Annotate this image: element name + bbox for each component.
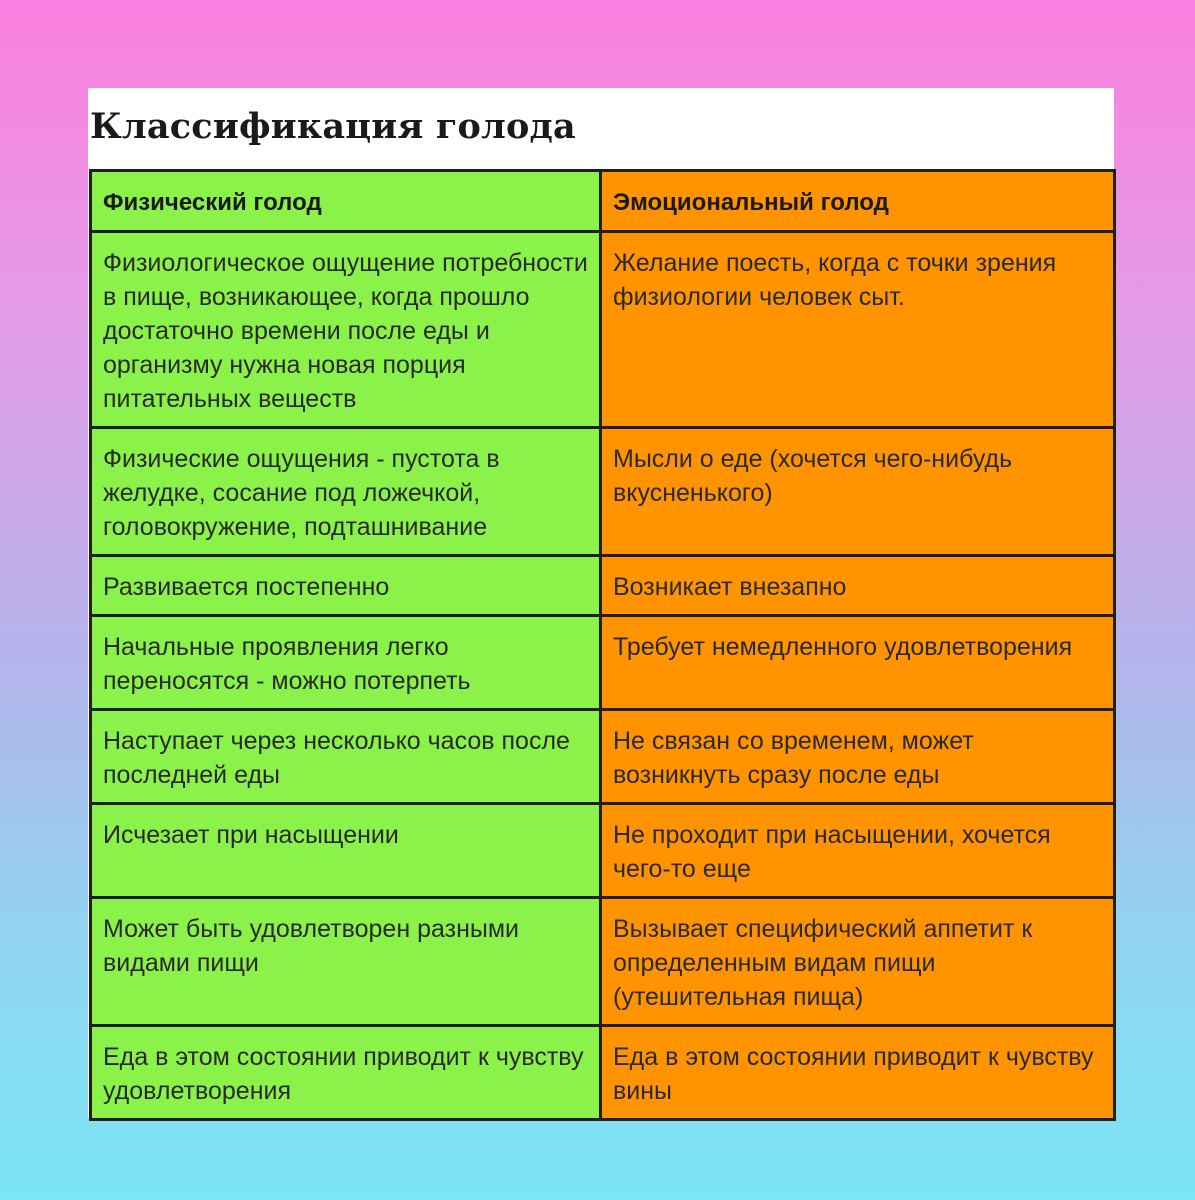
table-row [91, 616, 1115, 710]
cell-physical: Физиологическое ощущение потребности в пище, возникающее, когда прошло достаточно времени после еды и организму нужна новая порция питательных веществ [91, 232, 601, 428]
table-row [91, 232, 1115, 428]
page-title: Классификация голода [90, 106, 576, 147]
header-physical: Физический голод [91, 171, 601, 232]
cell-emotional: Не связан со временем, может возникнуть сразу после еды [601, 710, 1115, 804]
cell-physical: Наступает через несколько часов после последней еды [91, 710, 601, 804]
cell-physical: Исчезает при насыщении [91, 804, 601, 898]
table-row [91, 898, 1115, 1026]
cell-emotional: Возникает внезапно [601, 556, 1115, 616]
card [88, 88, 1114, 1118]
cell-physical: Еда в этом состоянии приводит к чувству удовлетворения [91, 1026, 601, 1120]
cell-physical: Может быть удовлетворен разными видами пищи [91, 898, 601, 1026]
table-row [91, 710, 1115, 804]
table-header-row [91, 171, 1115, 232]
table-row [91, 1026, 1115, 1120]
header-emotional: Эмоциональный голод [601, 171, 1115, 232]
cell-emotional: Еда в этом состоянии приводит к чувству вины [601, 1026, 1115, 1120]
cell-emotional: Желание поесть, когда с точки зрения физиологии человек сыт. [601, 232, 1115, 428]
cell-emotional: Не проходит при насыщении, хочется чего-то еще [601, 804, 1115, 898]
table-row [91, 804, 1115, 898]
cell-emotional: Вызывает специфический аппетит к определенным видам пищи (утешительная пища) [601, 898, 1115, 1026]
comparison-table [89, 169, 1116, 1121]
cell-physical: Развивается постепенно [91, 556, 601, 616]
cell-emotional: Мысли о еде (хочется чего-нибудь вкусненького) [601, 428, 1115, 556]
cell-physical: Физические ощущения - пустота в желудке, сосание под ложечкой, головокружение, подташнивание [91, 428, 601, 556]
table-row [91, 428, 1115, 556]
cell-emotional: Требует немедленного удовлетворения [601, 616, 1115, 710]
table-row [91, 556, 1115, 616]
cell-physical: Начальные проявления легко переносятся - можно потерпеть [91, 616, 601, 710]
